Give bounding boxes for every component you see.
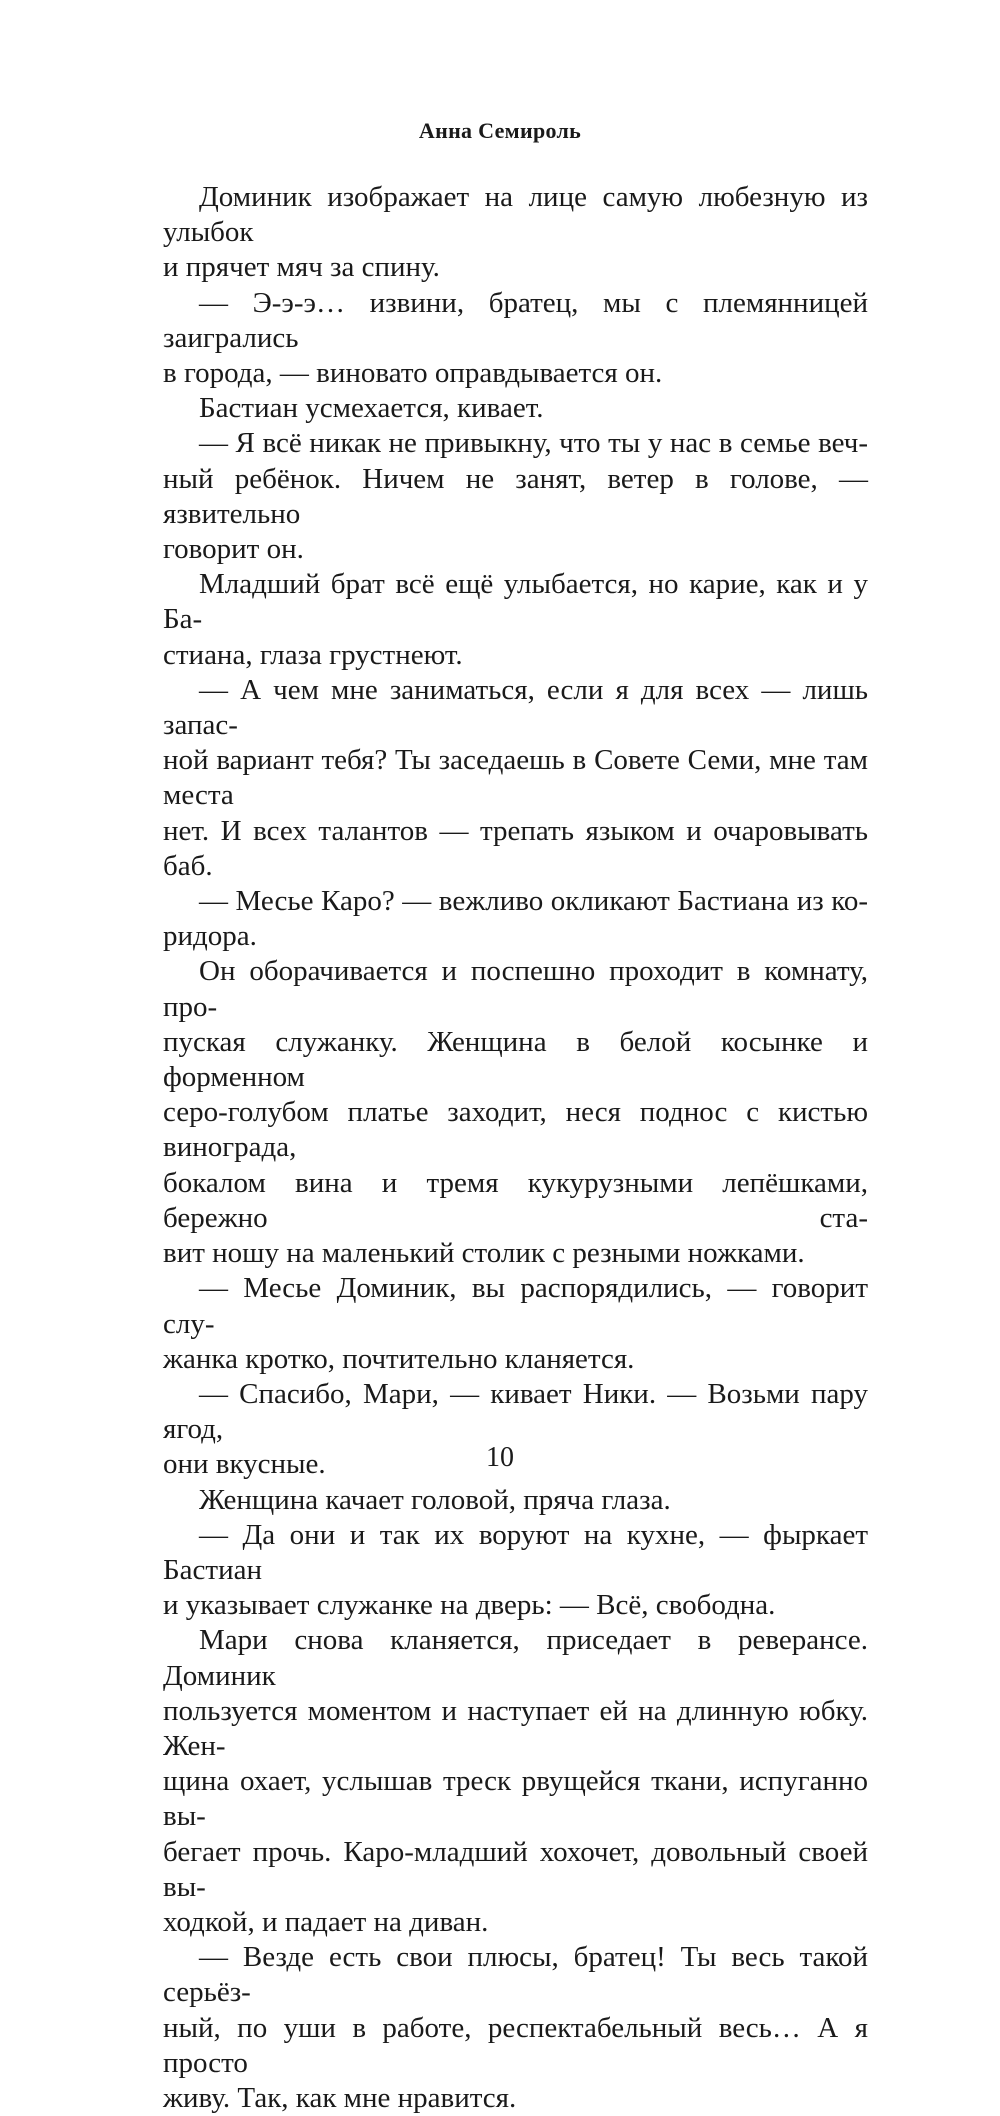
text-line: пуская служанку. Женщина в белой косынке и форменном — [163, 1025, 868, 1094]
text-line: и прячет мяч за спину. — [163, 251, 440, 284]
text-line: Младший брат всё ещё улыбается, но карие, как и у Ба- — [163, 568, 868, 636]
text-line: ный, по уши в работе, респектабельный весь… А я просто — [163, 2011, 868, 2079]
text-line: ной вариант тебя? Ты заседаешь в Совете Семи, мне там места — [163, 744, 868, 812]
paragraph — [163, 884, 868, 954]
text-line: в города, — виновато оправдывается он. — [163, 357, 663, 390]
text-line: — Я всё никак не привыкну, что ты у нас в семье веч- — [199, 427, 868, 460]
text-line: они вкусные. — [163, 1448, 326, 1481]
text-line: бокалом вина и тремя кукурузными лепёшками, бережно ста- — [163, 1166, 868, 1234]
text-line: — Везде есть свои плюсы, братец! Ты весь такой серьёз- — [163, 1941, 868, 2009]
paragraph — [163, 1271, 868, 1377]
text-line: — Месье Доминик, вы распорядились, — говорит слу- — [163, 1272, 868, 1340]
paragraph — [163, 391, 868, 426]
text-line: Бастиан усмехается, кивает. — [199, 392, 544, 425]
text-line: ридора. — [163, 920, 257, 953]
paragraph — [163, 180, 868, 286]
text-line: серо-голубом платье заходит, неся поднос с кистью винограда, — [163, 1096, 868, 1164]
text-line: говорит он. — [163, 533, 304, 566]
text-line: щина охает, услышав треск рвущейся ткани, испуганно вы- — [163, 1765, 868, 1833]
text-line: — Месье Каро? — вежливо окликают Бастиана из ко- — [199, 885, 868, 918]
paragraph — [163, 1518, 868, 1624]
text-line: Мари снова кланяется, приседает в реверансе. Доминик — [163, 1624, 868, 1692]
paragraph — [163, 673, 868, 884]
text-line: — Э-э-э… извини, братец, мы с племянницей заигрались — [163, 286, 868, 354]
body-text — [163, 180, 868, 2116]
text-line: нет. И всех талантов — трепать языком и очаровывать баб. — [163, 814, 868, 882]
paragraph — [163, 1940, 868, 2116]
text-line: бегает прочь. Каро-младший хохочет, довольный своей вы- — [163, 1835, 868, 1903]
text-line: стиана, глаза грустнеют. — [163, 638, 463, 671]
page-number: 10 — [486, 1442, 514, 1473]
text-line: вит ношу на маленький столик с резными ножками. — [163, 1237, 805, 1270]
text-line: Доминик изображает на лице самую любезную из улыбок — [163, 181, 868, 249]
text-line: — Спасибо, Мари, — кивает Ники. — Возьми пару ягод, — [163, 1377, 868, 1446]
text-line: пользуется моментом и наступает ей на длинную юбку. Жен- — [163, 1694, 868, 1762]
text-line: жанка кротко, почтительно кланяется. — [163, 1342, 635, 1375]
text-line: живу. Так, как мне нравится. — [163, 2081, 517, 2114]
paragraph — [163, 286, 868, 392]
paragraph — [163, 954, 868, 1271]
text-line: ный ребёнок. Ничем не занят, ветер в голове, — язвительно — [163, 462, 868, 530]
text-line: ходкой, и падает на диван. — [163, 1905, 489, 1938]
paragraph — [163, 567, 868, 673]
paragraph — [163, 1623, 868, 1940]
running-head: Анна Семироль — [418, 118, 582, 143]
text-line: Он оборачивается и поспешно проходит в комнату, про- — [163, 955, 868, 1023]
paragraph — [163, 426, 868, 567]
text-line: Женщина качает головой, пряча глаза. — [199, 1483, 671, 1516]
text-line: и указывает служанке на дверь: — Всё, свободна. — [163, 1589, 776, 1622]
text-line: — А чем мне заниматься, если я для всех — лишь запас- — [163, 673, 868, 742]
paragraph — [163, 1483, 868, 1518]
text-line: — Да они и так их воруют на кухне, — фыркает Бастиан — [163, 1518, 868, 1586]
